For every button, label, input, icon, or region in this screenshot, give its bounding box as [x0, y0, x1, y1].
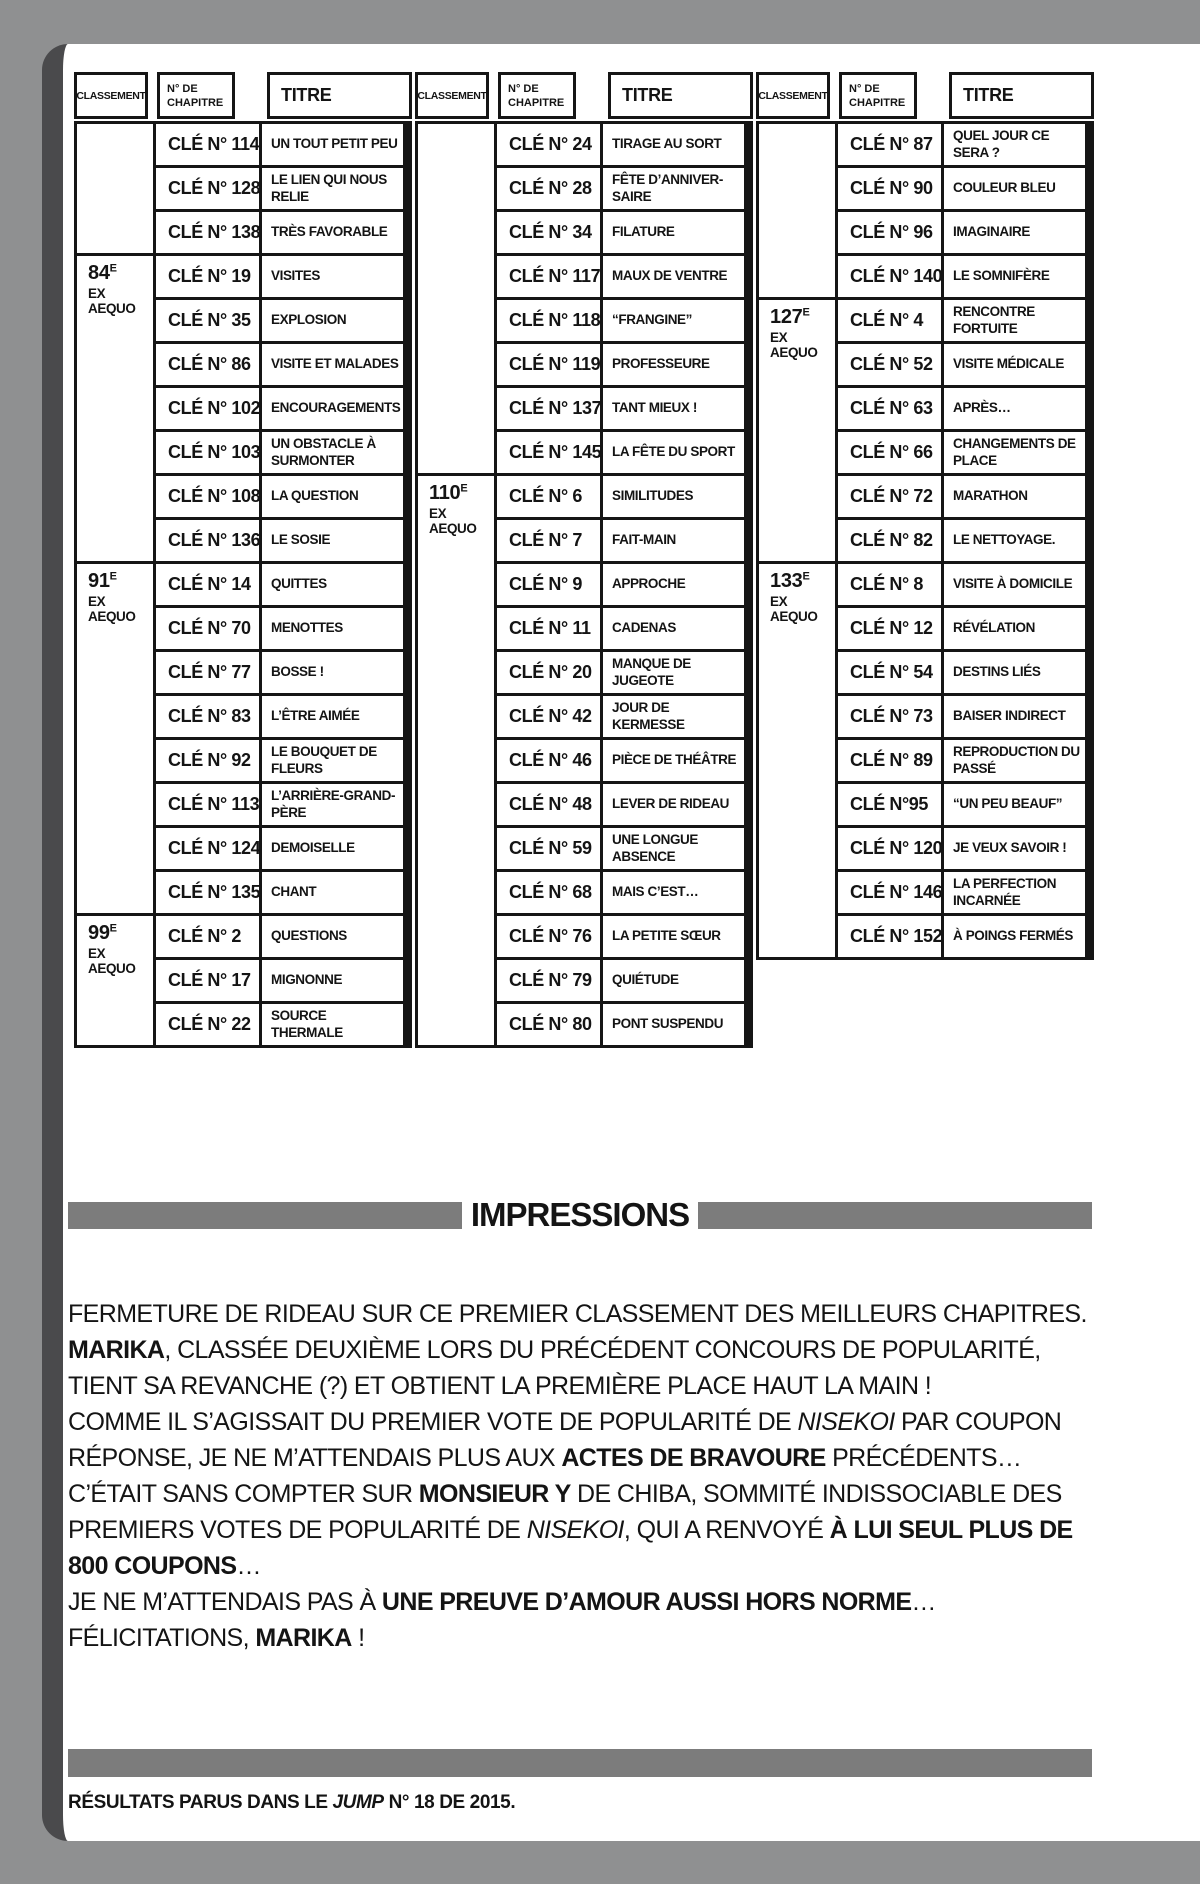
title-cell: CHANT — [261, 871, 408, 915]
title-cell: BAISER INDIRECT — [943, 695, 1090, 739]
chapter-cell: CLÉ N° 46 — [496, 739, 602, 783]
chapter-cell: CLÉ N° 135 — [155, 871, 261, 915]
text-segment: … — [236, 1552, 261, 1580]
text-segment: … — [911, 1588, 936, 1616]
text-segment: NISEKOI — [797, 1408, 895, 1436]
chapter-cell: CLÉ N° 90 — [837, 167, 943, 211]
chapter-cell: CLÉ N° 89 — [837, 739, 943, 783]
chapter-cell: CLÉ N° 113 — [155, 783, 261, 827]
text-segment: C’ÉTAIT SANS COMPTER SUR — [68, 1480, 419, 1508]
text-segment: 800 COUPONS — [68, 1552, 237, 1580]
text-segment: JE NE M’ATTENDAIS PAS À — [68, 1588, 382, 1616]
title-cell: CADENAS — [602, 607, 749, 651]
column-header-chapitre: N° DE CHAPITRE — [157, 72, 235, 119]
chapter-cell: CLÉ N°95 — [837, 783, 943, 827]
rank-cell — [76, 123, 155, 255]
title-cell: PROFESSEURE — [602, 343, 749, 387]
chapter-cell: CLÉ N° 70 — [155, 607, 261, 651]
table-row — [417, 475, 749, 519]
chapter-cell: CLÉ N° 128 — [155, 167, 261, 211]
title-cell: “FRANGINE” — [602, 299, 749, 343]
chapter-cell: CLÉ N° 152 — [837, 915, 943, 959]
text-segment: MARIKA — [255, 1624, 352, 1652]
title-cell: FAIT-MAIN — [602, 519, 749, 563]
paragraph-line — [68, 1296, 1168, 1332]
title-cell: VISITES — [261, 255, 408, 299]
column-header-titre: TITRE — [608, 72, 753, 119]
chapter-cell: CLÉ N° 117 — [496, 255, 602, 299]
chapter-cell: CLÉ N° 24 — [496, 123, 602, 167]
ranking-group-3 — [756, 72, 1094, 1048]
chapter-cell: CLÉ N° 6 — [496, 475, 602, 519]
table-row — [76, 915, 408, 959]
title-cell: JOUR DE KERMESSE — [602, 695, 749, 739]
chapter-cell: CLÉ N° 72 — [837, 475, 943, 519]
chapter-cell: CLÉ N° 66 — [837, 431, 943, 475]
chapter-cell: CLÉ N° 17 — [155, 959, 261, 1003]
table-row — [758, 123, 1090, 167]
chapter-cell: CLÉ N° 34 — [496, 211, 602, 255]
title-cell: MAIS C’EST… — [602, 871, 749, 915]
chapter-cell: CLÉ N° 136 — [155, 519, 261, 563]
column-header-classement: CLASSEMENT — [415, 72, 489, 119]
table-row — [758, 563, 1090, 607]
chapter-cell: CLÉ N° 138 — [155, 211, 261, 255]
text-segment: PRÉCÉDENTS… — [825, 1444, 1022, 1472]
chapter-cell: CLÉ N° 92 — [155, 739, 261, 783]
chapter-cell: CLÉ N° 19 — [155, 255, 261, 299]
text-segment: ACTES DE BRAVOURE — [561, 1444, 826, 1472]
title-cell: QUIÉTUDE — [602, 959, 749, 1003]
title-cell: LA FÊTE DU SPORT — [602, 431, 749, 475]
rank-cell: $133^E$ EX AEQUO — [758, 563, 837, 959]
chapter-cell: CLÉ N° 9 — [496, 563, 602, 607]
title-cell: SIMILITUDES — [602, 475, 749, 519]
title-cell: PONT SUSPENDU — [602, 1003, 749, 1047]
chapter-cell: CLÉ N° 59 — [496, 827, 602, 871]
chapter-cell: CLÉ N° 82 — [837, 519, 943, 563]
chapter-cell: CLÉ N° 12 — [837, 607, 943, 651]
footer-note — [68, 1792, 515, 1814]
title-cell: L’ARRIÈRE-GRAND-PÈRE — [261, 783, 408, 827]
chapter-cell: CLÉ N° 79 — [496, 959, 602, 1003]
page — [42, 44, 1200, 1841]
title-cell: UN TOUT PETIT PEU — [261, 123, 408, 167]
title-cell: MANQUE DE JUGEOTE — [602, 651, 749, 695]
title-cell: MARATHON — [943, 475, 1090, 519]
text-segment: COMME IL S’AGISSAIT DU PREMIER VOTE DE POPULARITÉ DE — [68, 1408, 798, 1436]
text-segment: N° 18 DE 2015. — [383, 1792, 516, 1813]
text-segment: FERMETURE DE RIDEAU SUR CE PREMIER CLASSEMENT DES MEILLEURS CHAPITRES. — [68, 1300, 1087, 1328]
text-segment: RÉSULTATS PARUS DANS LE — [68, 1792, 333, 1813]
title-cell: VISITE ET MALADES — [261, 343, 408, 387]
rank-cell — [758, 123, 837, 299]
column-header-titre: TITRE — [949, 72, 1094, 119]
title-cell: LEVER DE RIDEAU — [602, 783, 749, 827]
table-row — [76, 123, 408, 167]
title-cell: TIRAGE AU SORT — [602, 123, 749, 167]
ranking-group-2 — [415, 72, 753, 1048]
chapter-cell: CLÉ N° 28 — [496, 167, 602, 211]
title-cell: TANT MIEUX ! — [602, 387, 749, 431]
title-cell: JE VEUX SAVOIR ! — [943, 827, 1090, 871]
title-cell: FÊTE D’ANNIVER-SAIRE — [602, 167, 749, 211]
chapter-cell: CLÉ N° 96 — [837, 211, 943, 255]
title-cell: COULEUR BLEU — [943, 167, 1090, 211]
title-cell: QUESTIONS — [261, 915, 408, 959]
paragraph-line — [68, 1620, 1168, 1656]
chapter-cell: CLÉ N° 8 — [837, 563, 943, 607]
chapter-cell: CLÉ N° 86 — [155, 343, 261, 387]
gray-bar-right — [698, 1202, 1092, 1229]
title-cell: MIGNONNE — [261, 959, 408, 1003]
chapter-cell: CLÉ N° 145 — [496, 431, 602, 475]
column-header-titre: TITRE — [267, 72, 412, 119]
chapter-cell: CLÉ N° 35 — [155, 299, 261, 343]
rank-cell — [417, 123, 496, 475]
chapter-cell: CLÉ N° 22 — [155, 1003, 261, 1047]
title-cell: SOURCE THERMALE — [261, 1003, 408, 1047]
impressions-text — [68, 1296, 1168, 1656]
rank-cell: $127^E$ EX AEQUO — [758, 299, 837, 563]
chapter-cell: CLÉ N° 2 — [155, 915, 261, 959]
text-segment: JUMP — [332, 1792, 384, 1813]
rank-cell: $91^E$ EX AEQUO — [76, 563, 155, 915]
title-cell: QUITTES — [261, 563, 408, 607]
title-cell: RENCONTRE FORTUITE — [943, 299, 1090, 343]
text-segment: UNE PREUVE D’AMOUR AUSSI HORS NORME — [381, 1588, 912, 1616]
text-segment: MARIKA — [68, 1336, 165, 1364]
chapter-cell: CLÉ N° 76 — [496, 915, 602, 959]
ranking-group-1 — [74, 72, 412, 1048]
title-cell: EXPLOSION — [261, 299, 408, 343]
title-cell: REPRODUCTION DU PASSÉ — [943, 739, 1090, 783]
gray-bar-left — [68, 1202, 462, 1229]
chapter-cell: CLÉ N° 68 — [496, 871, 602, 915]
title-cell: PIÈCE DE THÉÂTRE — [602, 739, 749, 783]
table-row — [76, 563, 408, 607]
text-segment: RÉPONSE, JE NE M’ATTENDAIS PLUS AUX — [68, 1444, 562, 1472]
title-cell: IMAGINAIRE — [943, 211, 1090, 255]
chapter-cell: CLÉ N° 103 — [155, 431, 261, 475]
chapter-cell: CLÉ N° 7 — [496, 519, 602, 563]
title-cell: CHANGEMENTS DE PLACE — [943, 431, 1090, 475]
title-cell: APRÈS… — [943, 387, 1090, 431]
title-cell: ENCOURAGEMENTS — [261, 387, 408, 431]
paragraph-line — [68, 1512, 1168, 1548]
title-cell: LE LIEN QUI NOUS RELIE — [261, 167, 408, 211]
title-cell: APPROCHE — [602, 563, 749, 607]
title-cell: LA QUESTION — [261, 475, 408, 519]
title-cell: LE SOSIE — [261, 519, 408, 563]
chapter-cell: CLÉ N° 120 — [837, 827, 943, 871]
rank-cell: $110^E$ EX AEQUO — [417, 475, 496, 1047]
title-cell: MAUX DE VENTRE — [602, 255, 749, 299]
chapter-cell: CLÉ N° 124 — [155, 827, 261, 871]
title-cell: FILATURE — [602, 211, 749, 255]
chapter-cell: CLÉ N° 137 — [496, 387, 602, 431]
chapter-cell: CLÉ N° 87 — [837, 123, 943, 167]
chapter-cell: CLÉ N° 140 — [837, 255, 943, 299]
text-segment: NISEKOI — [526, 1516, 624, 1544]
title-cell: QUEL JOUR CE SERA ? — [943, 123, 1090, 167]
column-header-classement: CLASSEMENT — [74, 72, 148, 119]
text-segment: DE CHIBA, SOMMITÉ INDISSOCIABLE DES — [570, 1480, 1062, 1508]
chapter-cell: CLÉ N° 108 — [155, 475, 261, 519]
title-cell: UNE LONGUE ABSENCE — [602, 827, 749, 871]
text-segment: , QUI A RENVOYÉ — [623, 1516, 830, 1544]
chapter-cell: CLÉ N° 63 — [837, 387, 943, 431]
title-cell: DEMOISELLE — [261, 827, 408, 871]
chapter-cell: CLÉ N° 77 — [155, 651, 261, 695]
title-cell: TRÈS FAVORABLE — [261, 211, 408, 255]
ranking-tables — [74, 72, 1094, 1048]
chapter-cell: CLÉ N° 119 — [496, 343, 602, 387]
paragraph-line — [68, 1332, 1168, 1368]
chapter-cell: CLÉ N° 14 — [155, 563, 261, 607]
chapter-cell: CLÉ N° 20 — [496, 651, 602, 695]
text-segment: PAR COUPON — [894, 1408, 1062, 1436]
column-header-classement: CLASSEMENT — [756, 72, 830, 119]
paragraph-line — [68, 1404, 1168, 1440]
title-cell: VISITE À DOMICILE — [943, 563, 1090, 607]
paragraph-line — [68, 1368, 1168, 1404]
text-segment: MONSIEUR Y — [418, 1480, 571, 1508]
column-header-chapitre: N° DE CHAPITRE — [839, 72, 917, 119]
title-cell: DESTINS LIÉS — [943, 651, 1090, 695]
paragraph-line — [68, 1476, 1168, 1512]
chapter-cell: CLÉ N° 80 — [496, 1003, 602, 1047]
paragraph-line — [68, 1440, 1168, 1476]
chapter-cell: CLÉ N° 4 — [837, 299, 943, 343]
chapter-cell: CLÉ N° 11 — [496, 607, 602, 651]
title-cell: LE NETTOYAGE. — [943, 519, 1090, 563]
chapter-cell: CLÉ N° 54 — [837, 651, 943, 695]
chapter-cell: CLÉ N° 83 — [155, 695, 261, 739]
title-cell: BOSSE ! — [261, 651, 408, 695]
chapter-cell: CLÉ N° 52 — [837, 343, 943, 387]
chapter-cell: CLÉ N° 146 — [837, 871, 943, 915]
title-cell: UN OBSTACLE À SURMONTER — [261, 431, 408, 475]
title-cell: VISITE MÉDICALE — [943, 343, 1090, 387]
rank-cell: $84^E$ EX AEQUO — [76, 255, 155, 563]
rank-cell: $99^E$ EX AEQUO — [76, 915, 155, 1047]
title-cell: À POINGS FERMÉS — [943, 915, 1090, 959]
title-cell: L’ÊTRE AIMÉE — [261, 695, 408, 739]
text-segment: À LUI SEUL PLUS DE — [829, 1516, 1073, 1544]
table-row — [417, 123, 749, 167]
impressions-title: IMPRESSIONS — [470, 1196, 690, 1233]
chapter-cell: CLÉ N° 73 — [837, 695, 943, 739]
column-header-chapitre: N° DE CHAPITRE — [498, 72, 576, 119]
title-cell: MENOTTES — [261, 607, 408, 651]
chapter-cell: CLÉ N° 102 — [155, 387, 261, 431]
chapter-cell: CLÉ N° 114 — [155, 123, 261, 167]
title-cell: RÉVÉLATION — [943, 607, 1090, 651]
text-segment: ! — [351, 1624, 365, 1652]
chapter-cell: CLÉ N° 48 — [496, 783, 602, 827]
title-cell: LA PETITE SŒUR — [602, 915, 749, 959]
impressions-header — [68, 1196, 1092, 1234]
text-segment: PREMIERS VOTES DE POPULARITÉ DE — [68, 1516, 527, 1544]
chapter-cell: CLÉ N° 42 — [496, 695, 602, 739]
table-row — [76, 255, 408, 299]
title-cell: LE SOMNIFÈRE — [943, 255, 1090, 299]
title-cell: “UN PEU BEAUF” — [943, 783, 1090, 827]
text-segment: TIENT SA REVANCHE (?) ET OBTIENT LA PREMIÈRE PLACE HAUT LA MAIN ! — [68, 1372, 932, 1400]
paragraph-line — [68, 1548, 1168, 1584]
text-segment: FÉLICITATIONS, — [68, 1624, 256, 1652]
chapter-cell: CLÉ N° 118 — [496, 299, 602, 343]
title-cell: LA PERFECTION INCARNÉE — [943, 871, 1090, 915]
title-cell: LE BOUQUET DE FLEURS — [261, 739, 408, 783]
text-segment: , CLASSÉE DEUXIÈME LORS DU PRÉCÉDENT CONCOURS DE POPULARITÉ, — [164, 1336, 1041, 1364]
paragraph-line — [68, 1584, 1168, 1620]
table-row — [758, 299, 1090, 343]
separator-bar — [68, 1749, 1092, 1777]
